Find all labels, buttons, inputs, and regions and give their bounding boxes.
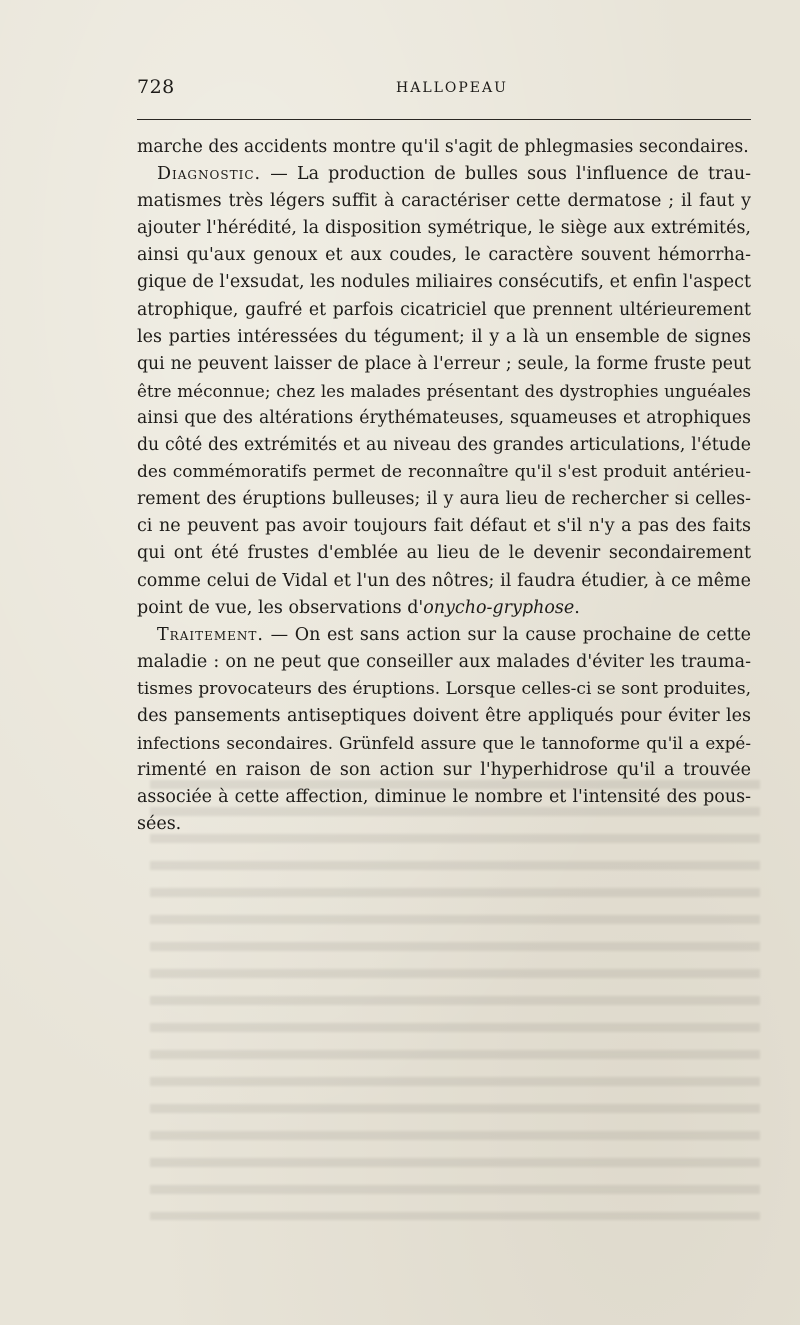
text-line: tismes provocateurs des éruptions. Lorsque celles-ci se sont produites, (137, 678, 751, 699)
page-number: 728 (137, 76, 175, 98)
text-line: les parties intéressées du tégument; il y a là un ensemble de signes (137, 326, 751, 347)
text-line: atrophique, gaufré et parfois cicatriciel que prennent ultérieurement (137, 299, 751, 320)
text-run: point de vue, les observations d' (137, 597, 424, 618)
text-run: — La production de bulles sous l'influence de trau- (261, 164, 751, 185)
page-body (137, 134, 751, 838)
text-line: qui ont été frustes d'emblée au lieu de le devenir secondairement (137, 543, 751, 564)
paragraph-continuation (137, 134, 751, 161)
text-line (137, 595, 751, 622)
text-line: rement des éruptions bulleuses; il y aura lieu de rechercher si celles- (137, 489, 751, 510)
paragraph-traitement (137, 622, 751, 839)
section-heading-diagnostic: Diagnostic. (157, 164, 262, 185)
section-heading-traitement: Traitement. (157, 624, 264, 645)
text-line: sées. (137, 814, 182, 835)
text-line: comme celui de Vidal et l'un des nôtres; il faudra étudier, à ce même (137, 570, 751, 591)
running-header (137, 76, 751, 106)
text-line: infections secondaires. Grünfeld assure que le tannoforme qu'il a expé- (137, 733, 751, 754)
text-line: matismes très légers suffit à caractériser cette dermatose ; il faut y (137, 191, 751, 212)
text-line: être méconnue; chez les malades présentant des dystrophies unguéales (137, 380, 751, 401)
text-line: gique de l'exsudat, les nodules miliaires consécutifs, et enfin l'aspect (137, 272, 751, 293)
show-through-from-reverse (150, 780, 760, 1220)
text-line: rimenté en raison de son action sur l'hyperhidrose qu'il a trouvée (137, 760, 751, 781)
text-run: — On est sans action sur la cause prochaine de cette (264, 624, 751, 645)
text-line: ci ne peuvent pas avoir toujours fait défaut et s'il n'y a pas des faits (137, 516, 751, 537)
text-line (137, 161, 751, 188)
text-run: . (574, 597, 580, 618)
text-line: ainsi que des altérations érythémateuses, squameuses et atrophiques (137, 407, 751, 428)
text-line: des pansements antiseptiques doivent être appliqués pour éviter les (137, 705, 751, 726)
running-title: HALLOPEAU (396, 80, 508, 96)
text-line: marche des accidents montre qu'il s'agit de phlegmasies secondaires. (137, 137, 749, 157)
text-line: associée à cette affection, diminue le nombre et l'intensité des pous- (137, 787, 751, 808)
text-line: qui ne peuvent laisser de place à l'erreur ; seule, la forme fruste peut (137, 353, 751, 374)
paragraph-diagnostic (137, 161, 751, 622)
italic-term: onycho-gryphose (423, 597, 575, 618)
header-rule (137, 119, 751, 120)
text-line (137, 622, 751, 649)
text-line: ainsi qu'aux genoux et aux coudes, le caractère souvent hémorrha- (137, 245, 751, 266)
text-line: du côté des extrémités et au niveau des grandes articulations, l'étude (137, 435, 751, 456)
text-line: maladie : on ne peut que conseiller aux malades d'éviter les trauma- (137, 651, 751, 672)
text-line: des commémoratifs permet de reconnaître qu'il s'est produit antérieu- (137, 462, 751, 483)
text-line: ajouter l'hérédité, la disposition symétrique, le siège aux extrémités, (137, 218, 751, 239)
